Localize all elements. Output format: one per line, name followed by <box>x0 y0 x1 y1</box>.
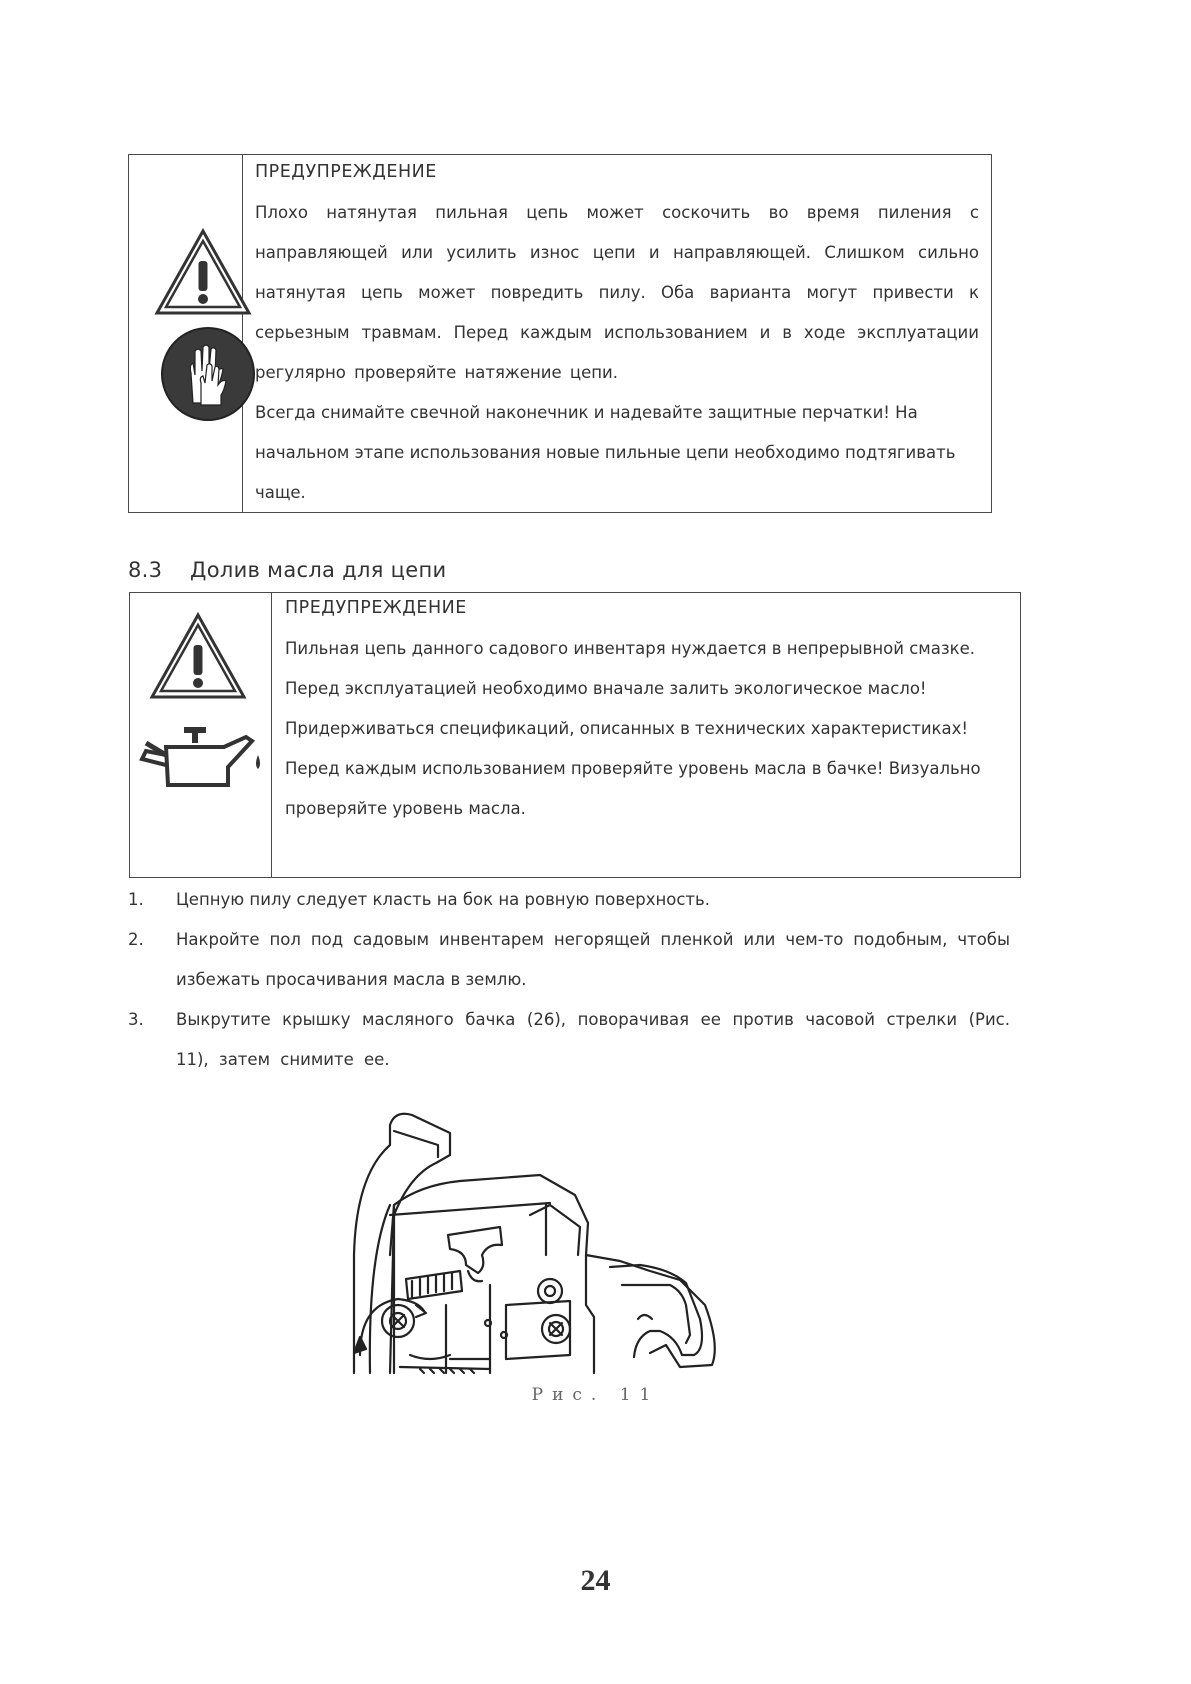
section-heading <box>128 558 446 582</box>
page-number: 24 <box>580 1564 611 1597</box>
section-title: Долив масла для цепи <box>190 558 447 582</box>
warning-box-chain-oil <box>129 592 1021 878</box>
step-text: Выкрутите крышку масляного бачка (26), поворачивая ее против часовой стрелки (Рис. 11), затем снимите ее. <box>176 1010 1010 1069</box>
warning-title: ПРЕДУПРЕЖДЕНИЕ <box>285 598 467 618</box>
chainsaw-figure <box>350 1105 770 1380</box>
warning-box-chain-tension <box>128 154 992 513</box>
warning-icons-column <box>130 593 272 877</box>
warning-title: ПРЕДУПРЕЖДЕНИЕ <box>255 162 437 182</box>
list-item <box>128 920 1010 1000</box>
warning-paragraph: Всегда снимайте свечной наконечник и надевайте защитные перчатки! На начальном этапе использования новые пильные цепи необходимо подтягивать чаще. <box>255 403 956 502</box>
protective-gloves-icon <box>159 325 257 423</box>
step-text: Цепную пилу следует класть на бок на ровную поверхность. <box>176 890 711 909</box>
warning-paragraph: Плохо натянутая пильная цепь может соскочить во время пиления с направляющей или усилить износ цепи и направляющей. Слишком сильно натянутая цепь может повредить пилу. Оба варианта могут привести к серьезным травмам. Перед каждым использованием и в ходе эксплуатации регулярно проверяйте натяжение цепи. <box>255 203 979 382</box>
step-number: 2. <box>128 930 144 949</box>
steps-list <box>128 880 1010 1080</box>
warning-triangle-icon <box>148 611 248 703</box>
figure-caption: Рис. 11 <box>531 1385 660 1405</box>
warning-content <box>243 155 991 512</box>
step-text: Накройте пол под садовым инвентарем негорящей пленкой или чем-то подобным, чтобы избежать просачивания масла в землю. <box>176 930 1010 989</box>
warning-content <box>272 593 1020 877</box>
warning-paragraph: Пильная цепь данного садового инвентаря нуждается в непрерывной смазке. Перед эксплуатацией необходимо вначале залить экологическое масло! Придерживаться спецификаций, описанных в технических характеристиках! Перед каждым использованием проверяйте уровень масла в бачке! Визуально проверяйте уровень масла. <box>285 639 981 818</box>
oil-can-icon <box>136 725 266 791</box>
list-item <box>128 1000 1010 1080</box>
section-number: 8.3 <box>128 558 163 582</box>
warning-triangle-icon <box>153 227 253 319</box>
list-item <box>128 880 1010 920</box>
warning-icons-column <box>129 155 243 512</box>
step-number: 1. <box>128 890 144 909</box>
step-number: 3. <box>128 1010 144 1029</box>
